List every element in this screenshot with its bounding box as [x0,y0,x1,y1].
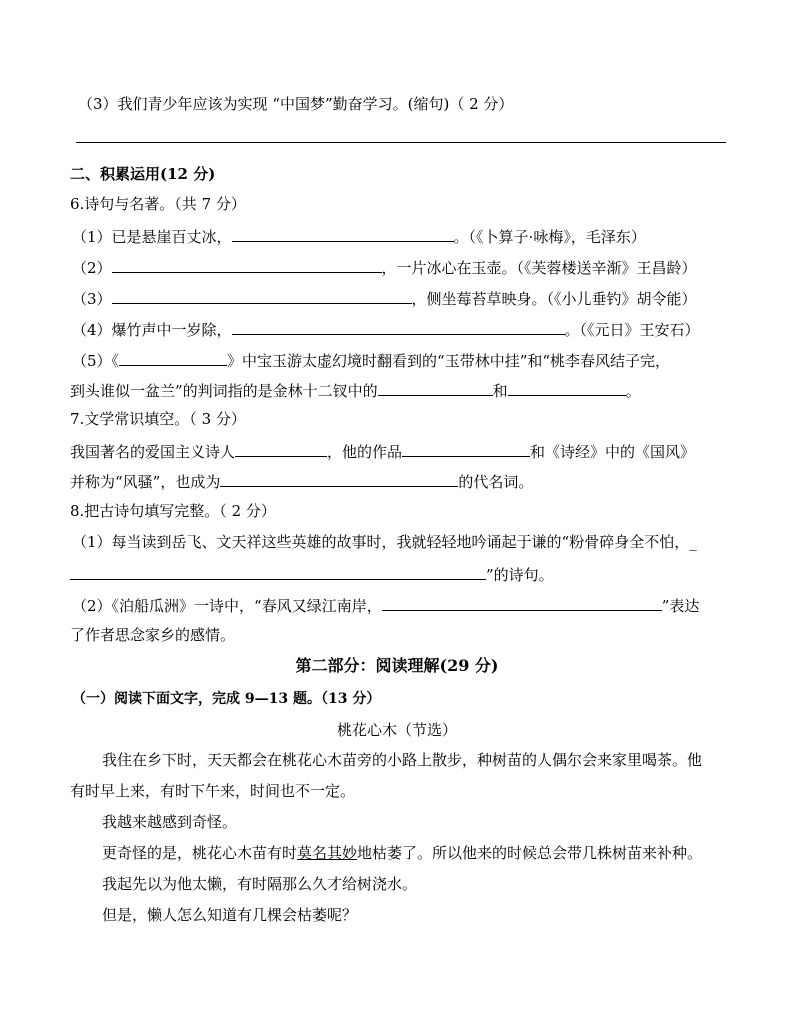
q6-blank-5a[interactable] [119,349,227,366]
q6-blank-4[interactable] [232,318,565,335]
q8-title: 8.把古诗句填写完整。（ 2 分） [70,502,276,520]
part2-heading: 第二部分：阅读理解(29 分) [295,656,499,675]
passage-p3: 更奇怪的是，桃花心木苗有时莫名其妙地枯萎了。所以他来的时候总会带几株树苗来补种。 [102,844,703,862]
q6-blank-3[interactable] [112,287,412,304]
q8-item-2-cont: 了作者思念家乡的感情。 [70,626,236,644]
passage-title: 桃花心木（节选） [336,721,457,739]
q6-item-4: （4）爆竹声中一岁除， 。（《元日》王安石） [72,318,700,340]
q7-blank-3[interactable] [220,470,458,487]
passage-p1-line2: 有时早上来，有时下午来，时间也不一定。 [70,782,356,800]
q7-line-1: 我国著名的爱国主义诗人 ，他的作品 和《诗经》中的《国风》 [70,440,695,462]
q6-item-1: （1）已是悬崖百丈冰， 。（《卜算子·咏梅》，毛泽东） [72,225,646,247]
q6-blank-5c[interactable] [508,379,626,396]
q6-item-3: （3） ，侧坐莓苔草映身。（《小儿垂钓》胡令能） [72,287,697,309]
q6-blank-1[interactable] [232,225,454,242]
q6-blank-5b[interactable] [378,379,493,396]
passage-p5: 但是，懒人怎么知道有几棵会枯萎呢？ [102,906,358,924]
section2-heading: 二、积累运用(12 分) [70,165,216,183]
q6-blank-2[interactable] [112,256,382,273]
q6-item-5-cont: 到头谁似一盆兰”的判词指的是金林十二钗中的 和 。 [70,379,641,401]
q8-item-1-cont: ”的诗句。 [70,563,554,585]
q8-blank-2[interactable] [382,594,662,611]
passage-p1-line1: 我住在乡下时，天天都会在桃花心木苗旁的小路上散步，种树苗的人偶尔会来家里喝茶。他 [102,751,703,769]
q8-item-2: （2）《泊船瓜洲》一诗中，“春风又绿江南岸， ”表达 [72,594,699,616]
q3-text: （3）我们青少年应该为实现 “中国梦”勤奋学习。(缩句)（ 2 分） [78,95,514,113]
passage-p4: 我起先以为他太懒，有时隔那么久才给树浇水。 [102,875,418,893]
q7-title: 7.文学常识填空。（ 3 分） [70,410,246,428]
q3-answer-line[interactable] [76,142,726,143]
q7-blank-1[interactable] [235,440,327,457]
q7-blank-2[interactable] [402,440,530,457]
underlined-phrase: 莫名其妙 [297,844,358,862]
q8-blank-1[interactable] [70,563,486,580]
q7-line-2: 并称为“风骚”，也成为 的代名词。 [70,470,533,492]
part2-subheading: （一）阅读下面文字，完成 9—13 题。（13 分） [72,691,381,707]
q6-item-5: （5）《 》中宝玉游太虚幻境时翻看到的“玉带林中挂”和“桃李春风结子完， [72,349,670,371]
q8-item-1: （1）每当读到岳飞、文天祥这些英雄的故事时，我就轻轻地吟诵起于谦的“粉骨碎身全不怕，_ [72,533,697,551]
passage-p2: 我越来越感到奇怪。 [102,813,238,831]
q6-title: 6.诗句与名著。（共 7 分） [70,195,246,213]
q6-item-2: （2） ，一片冰心在玉壶。（《芙蓉楼送辛渐》王昌龄） [72,256,697,278]
